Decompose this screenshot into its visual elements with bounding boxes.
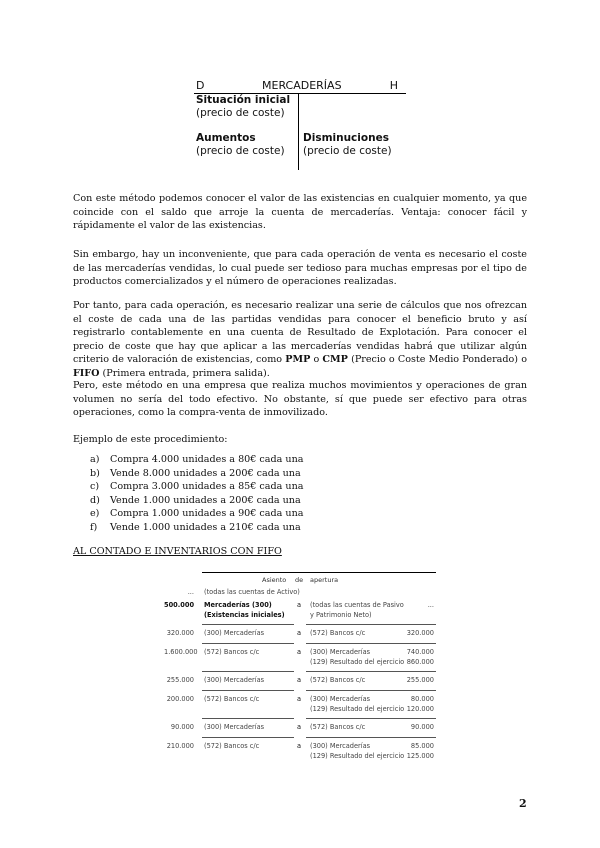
entry-separator — [306, 690, 436, 691]
entry-separator — [306, 671, 436, 672]
credit-account: (129) Resultado del ejercicio — [310, 705, 405, 713]
t-left-2-title: Aumentos — [196, 132, 256, 144]
p3-part-d: (Primera entrada, primera salida). — [99, 367, 270, 379]
debit-account: (300) Mercaderías — [204, 629, 265, 637]
a-connector: a — [297, 695, 302, 703]
example-intro: Ejemplo de este procedimiento: — [73, 434, 228, 445]
list-text: Vende 1.000 unidades a 200€ cada una — [110, 494, 301, 506]
credit-amount: 80.000 — [410, 695, 434, 703]
entry-separator — [202, 643, 294, 644]
a-connector: a — [297, 742, 302, 750]
list-item — [90, 521, 304, 535]
paragraph-criterio — [73, 299, 527, 381]
list-letter: c) — [90, 481, 100, 493]
debit-amount: 255.000 — [166, 676, 194, 684]
a-connector: a — [297, 723, 302, 731]
list-item — [90, 494, 304, 508]
debit-account: Mercaderías (300) — [204, 601, 272, 609]
list-item — [90, 480, 304, 494]
list-item — [90, 467, 304, 481]
page-number: 2 — [519, 797, 527, 810]
list-text: Vende 1.000 unidades a 210€ cada una — [110, 521, 301, 533]
t-disminuciones — [303, 132, 392, 158]
entry-separator — [202, 718, 294, 719]
debit-amount: 320.000 — [166, 629, 194, 637]
credit-amount: 120.000 — [406, 705, 434, 713]
list-letter: b) — [90, 467, 100, 479]
credit-amount: 125.000 — [406, 752, 434, 760]
journal-header-mid: de — [295, 576, 304, 584]
a-connector: a — [297, 648, 302, 656]
p3-part-b: o — [310, 354, 323, 366]
section-title: AL CONTADO E INVENTARIOS CON FIFO — [73, 546, 282, 557]
entry-separator — [202, 690, 294, 691]
p3-part-c: (Precio o Coste Medio Ponderado) o — [347, 354, 527, 366]
list-letter: a) — [90, 454, 100, 465]
a-connector: a — [297, 676, 302, 684]
debit-amount: 210.000 — [166, 742, 194, 750]
debit-amount: 200.000 — [166, 695, 194, 703]
credit-amount: 320.000 — [406, 629, 434, 637]
credit-amount: 85.000 — [410, 742, 434, 750]
credit-amount: 255.000 — [406, 676, 434, 684]
list-letter: e) — [90, 508, 100, 520]
debit-amount: 90.000 — [170, 723, 194, 731]
a-connector: a — [297, 601, 302, 609]
credit-account: (572) Bancos c/c — [310, 723, 366, 731]
credit-label: H — [389, 79, 398, 92]
list-text: Vende 8.000 unidades a 200€ cada una — [110, 467, 301, 479]
t-left-2-sub: (precio de coste) — [196, 145, 285, 157]
credit-amount: 740.000 — [406, 648, 434, 656]
credit-account: (300) Mercaderías — [310, 648, 371, 656]
entry-separator — [306, 737, 436, 738]
entry-separator — [202, 671, 294, 672]
journal-top-rule — [202, 572, 436, 573]
credit-account: (300) Mercaderías — [310, 742, 371, 750]
t-account-divider — [298, 94, 299, 170]
entry-separator — [202, 737, 294, 738]
debit-amount: ... — [187, 588, 194, 596]
debit-account: (572) Bancos c/c — [204, 695, 260, 703]
debit-account: (572) Bancos c/c — [204, 742, 260, 750]
entry-separator — [306, 718, 436, 719]
list-letter: f) — [90, 521, 98, 533]
credit-account: y Patrimonio Neto) — [310, 611, 372, 619]
credit-amount: ... — [427, 601, 434, 609]
list-item — [90, 507, 304, 521]
debit-account: (300) Mercaderías — [204, 723, 265, 731]
journal-header-right: apertura — [310, 576, 339, 584]
t-right-1-sub: (precio de coste) — [303, 145, 392, 157]
list-letter: d) — [90, 494, 100, 506]
credit-account: (572) Bancos c/c — [310, 629, 366, 637]
t-situacion-inicial — [196, 94, 290, 120]
credit-account: (129) Resultado del ejercicio — [310, 658, 405, 666]
list-item — [90, 453, 304, 467]
paragraph-inconveniente: Sin embargo, hay un inconveniente, que para cada operación de venta es necesario el coste de las mercaderías vendidas, lo cual puede ser tedioso para muchas empresas por el tipo de productos comercializados y el número de operaciones realizadas. — [73, 249, 527, 288]
entry-separator — [306, 643, 436, 644]
debit-account: (572) Bancos c/c — [204, 648, 260, 656]
list-text: Compra 1.000 unidades a 90€ cada una — [110, 508, 304, 520]
t-left-1-title: Situación inicial — [196, 94, 291, 106]
paragraph-efectividad: Pero, este método en una empresa que realiza muchos movimientos y operaciones de gran volumen no sería del todo efectivo. No obstante, sí que puede ser efectivo para otras operaciones, como la compra-venta de inmovilizado. — [73, 380, 527, 419]
entry-separator — [306, 624, 436, 625]
p3-part-a: Por tanto, para cada operación, es necesario realizar una serie de cálculos que nos ofrezcan el coste de cada una de las partidas vendidas para conocer el beneficio bruto y así registrarlo contablemente en una cuenta de Resultado de Explotación. Para conocer el precio de coste que hay que aplicar a las mercaderías vendidas habrá que utilizar algún criterio de valoración de existencias, como — [73, 300, 527, 366]
example-list — [90, 453, 304, 535]
credit-amount: 860.000 — [406, 658, 434, 666]
p3-pmp: PMP — [285, 354, 311, 366]
t-account-title: MERCADERÍAS — [262, 79, 342, 92]
list-text: Compra 3.000 unidades a 85€ cada una — [110, 481, 304, 493]
credit-account: (todas las cuentas de Pasivo — [310, 601, 404, 609]
list-text: Compra 4.000 unidades a 80€ cada una — [110, 454, 304, 465]
credit-account: (129) Resultado del ejercicio — [310, 752, 405, 760]
t-left-1-sub: (precio de coste) — [196, 107, 285, 119]
debit-account: (Existencias iniciales) — [204, 611, 285, 619]
debit-amount: 1.600.000 — [164, 648, 198, 656]
p3-fifo: FIFO — [73, 367, 100, 379]
paragraph-ventaja: Con este método podemos conocer el valor de las existencias en cualquier momento, ya que coincide con el saldo que arroje la cuenta de mercaderías. Ventaja: conocer fácil y rápidamente el valor de las existencias. — [73, 193, 527, 232]
p3-cmp: CMP — [322, 354, 348, 366]
credit-account: (300) Mercaderías — [310, 695, 371, 703]
entry-separator — [202, 624, 294, 625]
debit-account: (todas las cuentas de Activo) — [204, 588, 300, 596]
debit-account: (300) Mercaderías — [204, 676, 265, 684]
credit-amount: 90.000 — [410, 723, 434, 731]
t-account-mercaderias — [194, 79, 406, 171]
debit-amount: 500.000 — [164, 601, 195, 609]
t-right-1-title: Disminuciones — [303, 132, 389, 144]
t-account-header — [194, 79, 406, 94]
t-aumentos — [196, 132, 285, 158]
a-connector: a — [297, 629, 302, 637]
journal-header-left: Asiento — [262, 576, 287, 584]
credit-account: (572) Bancos c/c — [310, 676, 366, 684]
debit-label: D — [196, 79, 205, 92]
